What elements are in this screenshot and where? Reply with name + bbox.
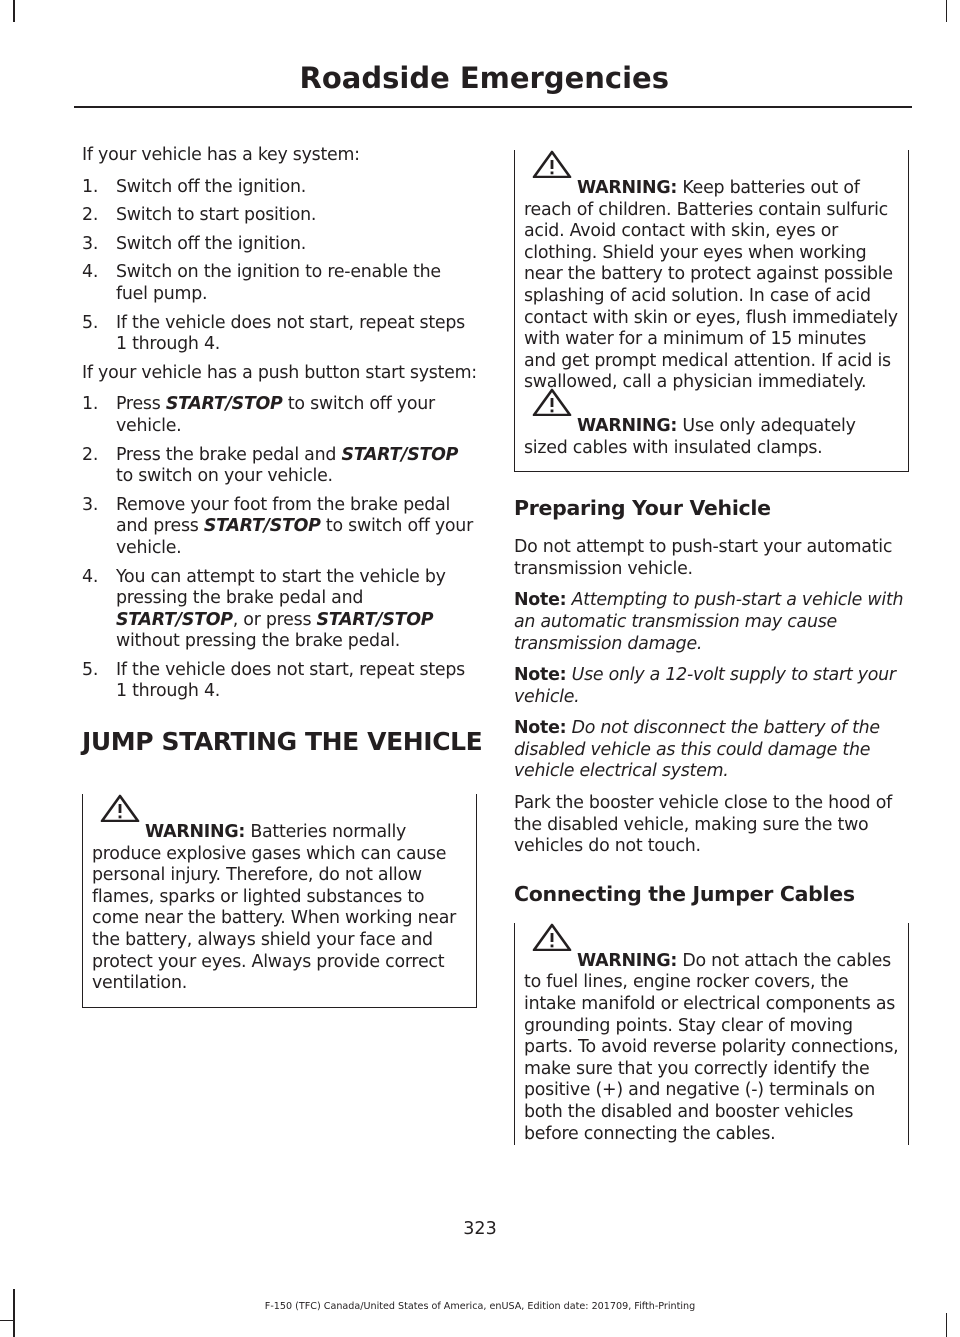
- push-button-steps: [82, 394, 477, 703]
- park-text: Park the booster vehicle close to the hood of the disabled vehicle, making sure the two vehicles do not touch.: [514, 793, 892, 857]
- header-rule: [74, 106, 912, 108]
- command-text: START/STOP: [116, 609, 233, 630]
- warning-item: WARNING: Keep batteries out of reach of children. Batteries contain sulfuric acid. Avoid contact with skin, eyes or clothing. Shield your eyes when working near the battery to protect against possible splashing of acid solution. In case of acid contact with skin or eyes, flush immediately with water for a minimum of 15 minutes and get prompt medical attention. If acid is swallowed, call a physician immediately.: [524, 150, 900, 394]
- list-item: 3. Remove your foot from the brake pedal and press START/STOP to switch off your vehicle.: [82, 494, 473, 558]
- warning-triangle-icon: [524, 150, 580, 178]
- warning-item: WARNING: Use only adequately sized cables with insulated clamps.: [524, 394, 900, 459]
- right-column: [514, 150, 909, 1145]
- section-heading-jump-starting: JUMP STARTING THE VEHICLE: [82, 727, 483, 757]
- list-item: 4. Switch on the ignition to re-enable the fuel pump.: [82, 262, 441, 304]
- list-item: 1. Switch off the ignition.: [82, 176, 307, 197]
- page-title: Roadside Emergencies: [299, 61, 669, 95]
- edition-footer: F-150 (TFC) Canada/United States of America, enUSA, Edition date: 201709, Fifth-Printing: [264, 1301, 696, 1312]
- list-item: 2. Press the brake pedal and START/STOP to switch on your vehicle.: [82, 444, 459, 487]
- warning-label: WARNING:: [145, 822, 246, 843]
- list-item: 1. Press START/STOP to switch off your vehicle.: [82, 394, 435, 436]
- crop-mark-bottom-right: [946, 1313, 948, 1337]
- heading-connecting-cables: Connecting the Jumper Cables: [514, 881, 855, 906]
- warning-label: WARNING:: [577, 415, 678, 436]
- warning-item: WARNING: Do not attach the cables to fuel lines, engine rocker covers, the intake manifold or electrical components as grounding points. Stay clear of moving parts. To avoid reverse polarity connections, make sure that you correctly identify the positive (+) and negative (-) terminals on both the disabled and booster vehicles before connecting the cables.: [524, 923, 900, 1145]
- warning-triangle-icon: [524, 923, 580, 951]
- warning-triangle-icon: [92, 794, 148, 822]
- note: Note: Do not disconnect the battery of the disabled vehicle as this could damage the vehicle electrical system.: [514, 718, 880, 782]
- warning-label: WARNING:: [577, 950, 678, 971]
- key-system-intro: If your vehicle has a key system:: [82, 145, 360, 165]
- warning-box: [514, 923, 909, 1145]
- warning-label: WARNING:: [577, 178, 678, 198]
- command-text: START/STOP: [341, 444, 459, 465]
- list-item: 5. If the vehicle does not start, repeat steps 1 through 4.: [82, 312, 465, 355]
- push-button-intro: If your vehicle has a push button start system:: [82, 362, 477, 383]
- list-item: 3. Switch off the ignition.: [82, 233, 307, 254]
- note: Note: Attempting to push-start a vehicle with an automatic transmission may cause transmission damage.: [514, 590, 904, 654]
- list-item: 2. Switch to start position.: [82, 205, 317, 226]
- left-column: [82, 145, 483, 1008]
- crop-mark-bottom-left: [13, 1289, 15, 1337]
- preparing-text: Do not attempt to push-start your automatic transmission vehicle.: [514, 537, 893, 579]
- list-item: 5. If the vehicle does not start, repeat steps 1 through 4.: [82, 659, 465, 702]
- command-text: START/STOP: [203, 516, 321, 537]
- list-item: 4. You can attempt to start the vehicle by pressing the brake pedal and START/STOP, or press START/STOP without pressing the brake pedal.: [82, 566, 446, 652]
- warning-triangle-icon: [524, 388, 580, 416]
- crop-mark-top-right: [946, 0, 948, 22]
- command-text: START/STOP: [165, 394, 283, 415]
- page-number: 323: [463, 1219, 497, 1239]
- warning-box: [82, 794, 477, 1008]
- note: Note: Use only a 12-volt supply to start your vehicle.: [514, 665, 896, 707]
- warning-box: [514, 150, 909, 472]
- crop-mark-top-left: [13, 0, 15, 22]
- heading-preparing-vehicle: Preparing Your Vehicle: [514, 496, 771, 521]
- command-text: START/STOP: [316, 609, 434, 630]
- key-system-steps: [82, 177, 477, 356]
- crop-mark-bottom-left-h: [0, 1320, 14, 1322]
- warning-item: WARNING: Batteries normally produce explosive gases which can cause personal injury. Therefore, do not allow flames, sparks or lighted substances to come near the battery. When working near the battery, always shield your face and protect your eyes. Always provide correct ventilation.: [92, 794, 468, 995]
